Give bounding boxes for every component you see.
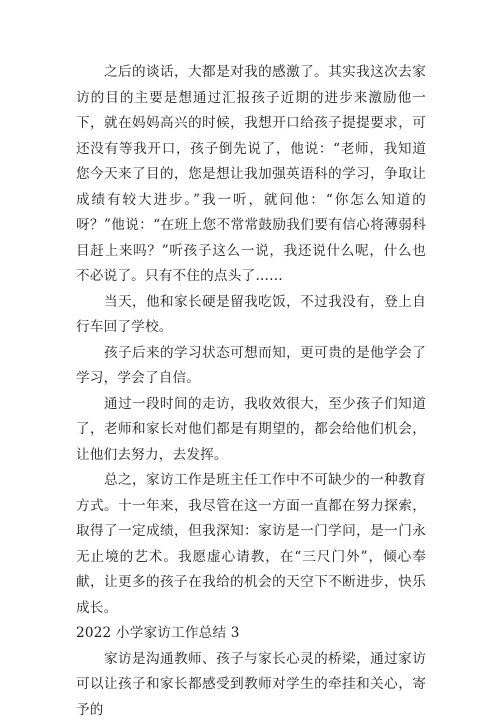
paragraph-conversation: 之后的谈话，大都是对我的感激了。其实我这次去家访的目的主要是想通过汇报孩子近期的进步来激励他一下，就在妈妈高兴的时候，我想开口给孩子提提要求，可还没有等我开口，孩子倒先说了，他说：“老师，我知道您今天来了目的，您是想让我加强英语科的学习，争取让成绩有较大进步。”我一听，就问他：“你怎么知道的呀？”他说：“在班上您不常常鼓励我们要有信心将薄弱科目赶上来吗？”听孩子这么一说，我还说什么呢，什么也不必说了。只有不住的点头了…… xyxy=(76,60,426,290)
document-body xyxy=(76,60,426,723)
section-heading: 2022 小学家访工作总结 3 xyxy=(76,621,426,647)
paragraph-learning-state: 孩子后来的学习状态可想而知，更可贵的是他学会了学习，学会了自信。 xyxy=(76,341,426,392)
paragraph-dinner: 当天，他和家长硬是留我吃饭，不过我没有，登上自行车回了学校。 xyxy=(76,290,426,341)
paragraph-visits-effect: 通过一段时间的走访，我收效很大，至少孩子们知道了，老师和家长对他们都是有期望的，都会给他们机会，让他们去努力，去发挥。 xyxy=(76,392,426,469)
paragraph-summary: 总之，家访工作是班主任工作中不可缺少的一种教育方式。十一年来，我尽管在这一方面一直都在努力探索，取得了一定成绩，但我深知：家访是一门学问，是一门永无止境的艺术。我愿虚心请教，在“三尺门外”，倾心奉献，让更多的孩子在我给的机会的天空下不断进步，快乐成长。 xyxy=(76,468,426,621)
paragraph-home-visit-bridge: 家访是沟通教师、孩子与家长心灵的桥梁，通过家访可以让孩子和家长都感受到教师对学生的牵挂和关心，寄予的 xyxy=(76,647,426,723)
